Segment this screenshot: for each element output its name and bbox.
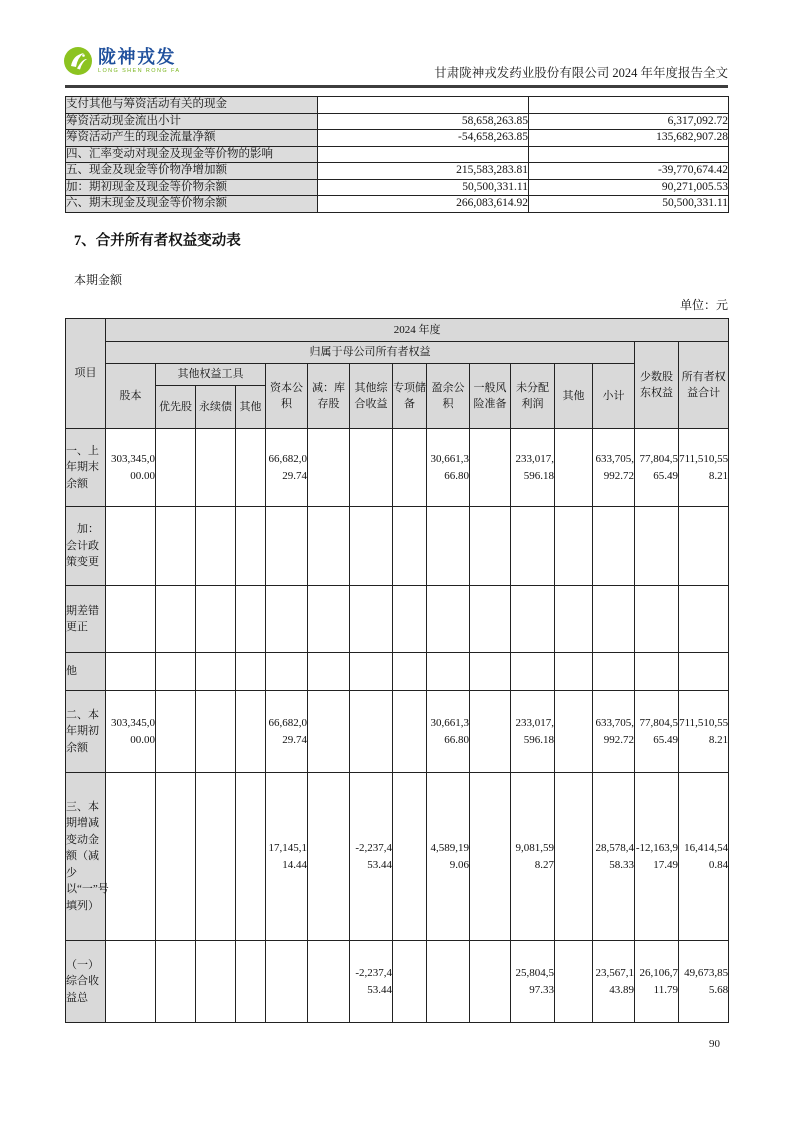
table-row — [66, 179, 729, 196]
cell-value: 135,682,907.28 — [529, 130, 729, 147]
cell-value — [393, 586, 427, 653]
equity-table-header — [66, 319, 729, 429]
cell-value — [511, 586, 555, 653]
cell-value: 266,083,614.92 — [318, 196, 529, 213]
cell-value — [427, 941, 470, 1023]
cell-value: 28,578,458.33 — [593, 773, 635, 941]
section-heading: 7、合并所有者权益变动表 — [74, 233, 241, 249]
cell-value — [156, 653, 196, 691]
cell-value: 66,682,029.74 — [266, 691, 308, 773]
col-header-less-treasury: 减：库存股 — [308, 364, 350, 429]
header-row — [66, 364, 729, 386]
cell-value: 303,345,000.00 — [106, 691, 156, 773]
cell-value: 90,271,005.53 — [529, 179, 729, 196]
cell-value — [236, 586, 266, 653]
cell-value: -39,770,674.42 — [529, 163, 729, 180]
cell-value — [593, 586, 635, 653]
cell-value — [529, 146, 729, 163]
cell-value — [470, 653, 511, 691]
table-row — [66, 163, 729, 180]
table-row — [66, 507, 729, 586]
cell-value — [308, 507, 350, 586]
cell-value — [196, 586, 236, 653]
logo-subtext: LONG SHEN RONG FA — [98, 68, 181, 74]
equity-table-body — [66, 429, 729, 1023]
table-row — [66, 113, 729, 130]
cash-flow-table — [65, 96, 729, 213]
col-header-general-risk: 一般风险准备 — [470, 364, 511, 429]
cell-value — [266, 586, 308, 653]
cell-value — [350, 429, 393, 507]
col-header-total-equity: 所有者权益合计 — [679, 342, 729, 429]
header-row — [66, 319, 729, 342]
cell-value: 50,500,331.11 — [529, 196, 729, 213]
cell-value — [266, 653, 308, 691]
cell-value: 233,017,596.18 — [511, 429, 555, 507]
col-header-special-reserve: 专项储备 — [393, 364, 427, 429]
cell-value — [555, 941, 593, 1023]
cell-value — [106, 941, 156, 1023]
col-header-year: 2024 年度 — [106, 319, 729, 342]
cell-value — [350, 691, 393, 773]
table-row — [66, 653, 729, 691]
cell-value — [156, 586, 196, 653]
table-row — [66, 429, 729, 507]
cell-value: 16,414,540.84 — [679, 773, 729, 941]
cell-value: -54,658,263.85 — [318, 130, 529, 147]
cell-value — [470, 586, 511, 653]
table-row — [66, 586, 729, 653]
cell-value — [266, 507, 308, 586]
header-row — [66, 342, 729, 364]
cell-value — [350, 586, 393, 653]
cell-value — [393, 653, 427, 691]
cell-value — [196, 653, 236, 691]
cell-value: 77,804,565.49 — [635, 691, 679, 773]
cell-value — [236, 941, 266, 1023]
col-header-minority: 少数股东权益 — [635, 342, 679, 429]
cell-value — [555, 429, 593, 507]
cell-value — [393, 941, 427, 1023]
col-header-other-instrument: 其他 — [236, 386, 266, 429]
cell-value: -2,237,453.44 — [350, 941, 393, 1023]
cell-value — [308, 653, 350, 691]
cell-value — [236, 429, 266, 507]
table-row — [66, 196, 729, 213]
row-label: 六、期末现金及现金等价物余额 — [66, 196, 318, 213]
cell-value — [470, 773, 511, 941]
cell-value — [318, 97, 529, 114]
cell-value — [196, 691, 236, 773]
cell-value — [511, 653, 555, 691]
logo-text-block — [98, 48, 180, 74]
cell-value — [555, 653, 593, 691]
cell-value — [156, 429, 196, 507]
cell-value — [308, 586, 350, 653]
cell-value — [679, 653, 729, 691]
cell-value: 50,500,331.11 — [318, 179, 529, 196]
period-label: 本期金额 — [74, 273, 123, 287]
cell-value — [266, 941, 308, 1023]
cell-value — [555, 507, 593, 586]
cell-value — [236, 691, 266, 773]
col-header-subtotal: 小计 — [593, 364, 635, 429]
cell-value — [679, 507, 729, 586]
page-number: 90 — [709, 1038, 720, 1050]
row-label: 三、本期增减变动金额（减少以“一”号填列） — [66, 773, 106, 941]
col-header-item: 项目 — [66, 319, 106, 429]
cell-value — [635, 507, 679, 586]
cell-value: 30,661,366.80 — [427, 691, 470, 773]
cell-value — [393, 429, 427, 507]
cell-value: 26,106,711.79 — [635, 941, 679, 1023]
row-label: 二、本年期初余额 — [66, 691, 106, 773]
col-header-parent-group: 归属于母公司所有者权益 — [106, 342, 635, 364]
row-label: （一）综合收益总 — [66, 941, 106, 1023]
cell-value — [593, 507, 635, 586]
row-label: 他 — [66, 653, 106, 691]
cell-value — [236, 507, 266, 586]
col-header-preferred: 优先股 — [156, 386, 196, 429]
doc-title: 甘肃陇神戎发药业股份有限公司 2024 年年度报告全文 — [434, 66, 728, 80]
cell-value — [393, 691, 427, 773]
equity-change-table — [65, 318, 729, 1023]
row-label: 加：会计政策变更 — [66, 507, 106, 586]
logo-text: 陇神戎发 — [98, 47, 176, 67]
cell-value — [156, 941, 196, 1023]
cell-value — [679, 586, 729, 653]
cell-value: -2,237,453.44 — [350, 773, 393, 941]
unit-label: 单位：元 — [679, 298, 728, 312]
cell-value — [555, 586, 593, 653]
cell-value — [236, 773, 266, 941]
table-row — [66, 97, 729, 114]
row-label: 筹资活动现金流出小计 — [66, 113, 318, 130]
cell-value: 711,510,558.21 — [679, 691, 729, 773]
col-header-capital-reserve: 资本公积 — [266, 364, 308, 429]
row-label: 五、现金及现金等价物净增加额 — [66, 163, 318, 180]
cell-value: 233,017,596.18 — [511, 691, 555, 773]
header-divider — [65, 85, 728, 88]
cell-value — [196, 429, 236, 507]
cell-value: 633,705,992.72 — [593, 691, 635, 773]
col-header-share-capital: 股本 — [106, 364, 156, 429]
cell-value: 23,567,143.89 — [593, 941, 635, 1023]
cell-value — [635, 653, 679, 691]
cell-value — [156, 691, 196, 773]
cell-value — [427, 507, 470, 586]
cell-value: 30,661,366.80 — [427, 429, 470, 507]
cell-value — [308, 429, 350, 507]
row-label: 一、上年期末余额 — [66, 429, 106, 507]
cell-value — [529, 97, 729, 114]
cell-value — [470, 429, 511, 507]
company-logo — [63, 46, 180, 76]
cell-value — [511, 507, 555, 586]
cell-value: 49,673,855.68 — [679, 941, 729, 1023]
table-row — [66, 773, 729, 941]
col-header-other: 其他 — [555, 364, 593, 429]
cell-value — [350, 653, 393, 691]
cell-value — [555, 691, 593, 773]
cell-value: 17,145,114.44 — [266, 773, 308, 941]
table-row — [66, 130, 729, 147]
cell-value: 303,345,000.00 — [106, 429, 156, 507]
cell-value — [427, 586, 470, 653]
table-row — [66, 146, 729, 163]
cell-value — [470, 941, 511, 1023]
row-label: 支付其他与筹资活动有关的现金 — [66, 97, 318, 114]
row-label: 筹资活动产生的现金流量净额 — [66, 130, 318, 147]
col-header-perpetual: 永续债 — [196, 386, 236, 429]
cell-value: 77,804,565.49 — [635, 429, 679, 507]
cell-value — [236, 653, 266, 691]
cell-value — [470, 691, 511, 773]
row-label: 加：期初现金及现金等价物余额 — [66, 179, 318, 196]
col-header-oci: 其他综合收益 — [350, 364, 393, 429]
cell-value — [635, 586, 679, 653]
cell-value: 66,682,029.74 — [266, 429, 308, 507]
cell-value: 4,589,199.06 — [427, 773, 470, 941]
cell-value — [427, 653, 470, 691]
cell-value — [555, 773, 593, 941]
col-header-surplus-reserve: 盈余公积 — [427, 364, 470, 429]
cell-value — [156, 773, 196, 941]
cell-value: 58,658,263.85 — [318, 113, 529, 130]
cell-value — [393, 507, 427, 586]
cell-value: 633,705,992.72 — [593, 429, 635, 507]
cell-value: 711,510,558.21 — [679, 429, 729, 507]
cell-value — [106, 653, 156, 691]
cell-value — [308, 941, 350, 1023]
cell-value — [350, 507, 393, 586]
cell-value — [156, 507, 196, 586]
cell-value — [393, 773, 427, 941]
cell-value — [318, 146, 529, 163]
cell-value: 6,317,092.72 — [529, 113, 729, 130]
cell-value: 9,081,598.27 — [511, 773, 555, 941]
cell-value — [196, 507, 236, 586]
cell-value — [593, 653, 635, 691]
col-header-undistributed-profit: 未分配利润 — [511, 364, 555, 429]
row-label: 四、汇率变动对现金及现金等价物的影响 — [66, 146, 318, 163]
cell-value — [308, 691, 350, 773]
cell-value — [470, 507, 511, 586]
cell-value — [308, 773, 350, 941]
page-header — [65, 42, 728, 84]
table-row — [66, 941, 729, 1023]
cell-value — [106, 773, 156, 941]
cell-value — [196, 773, 236, 941]
cell-value — [196, 941, 236, 1023]
cell-value: 25,804,597.33 — [511, 941, 555, 1023]
cell-value — [106, 586, 156, 653]
cell-value: 215,583,283.81 — [318, 163, 529, 180]
col-header-other-equity-instruments: 其他权益工具 — [156, 364, 266, 386]
table-row — [66, 691, 729, 773]
cell-value: -12,163,917.49 — [635, 773, 679, 941]
row-label: 期差错更正 — [66, 586, 106, 653]
cell-value — [106, 507, 156, 586]
logo-icon — [63, 46, 93, 76]
